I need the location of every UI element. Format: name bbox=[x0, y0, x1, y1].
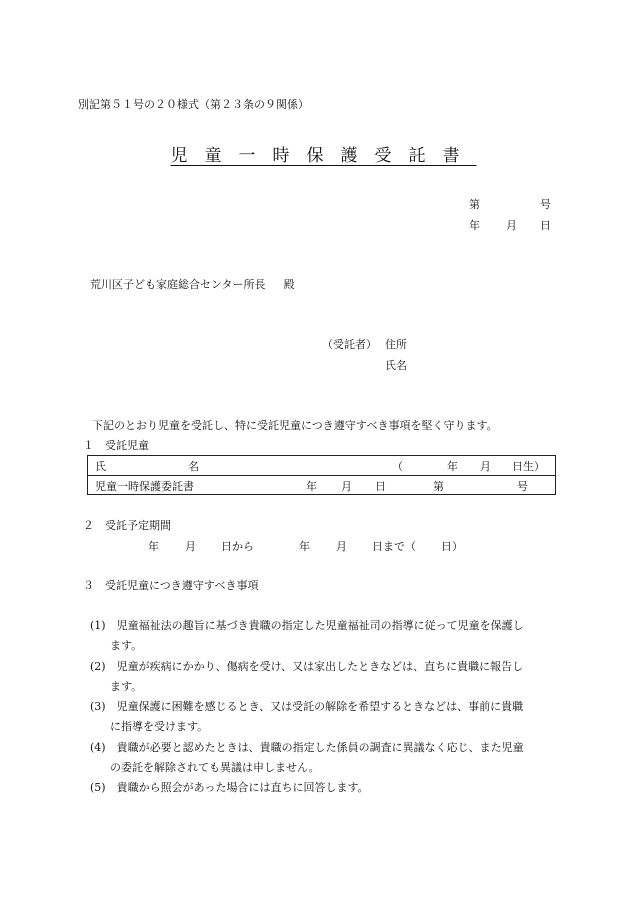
period-days: 日） bbox=[441, 540, 463, 553]
period-start-month: 月 bbox=[185, 540, 196, 553]
period-end-month: 月 bbox=[336, 540, 347, 553]
addressee-honorific: 殿 bbox=[283, 278, 295, 291]
child-name-label-2: 名 bbox=[188, 460, 199, 473]
commission-year-label: 年 bbox=[306, 480, 317, 493]
section1-heading: １ 受託児童 bbox=[83, 439, 149, 452]
document-date-year: 年 bbox=[469, 219, 480, 232]
rule-item-4-cont: の委託を解除されても異議は申しません。 bbox=[110, 761, 320, 774]
rule-item-2: (2) 児童が疾病にかかり、傷病を受け、又は家出したときなどは、直ちに貴職に報告し bbox=[90, 660, 524, 673]
section2-heading: ２ 受託予定期間 bbox=[83, 519, 171, 532]
period-end-day: 日まで（ bbox=[372, 540, 416, 553]
child-info-table bbox=[87, 455, 556, 495]
commission-doc-label: 児童一時保護委託書 bbox=[95, 480, 194, 493]
document-title-text: 児童一時保護受託書 bbox=[170, 146, 477, 166]
trustee-address-label: 住所 bbox=[385, 338, 407, 351]
intro-statement: 下記のとおり児童を受託し、特に受託児童につき遵守すべき事項を堅く守ります。 bbox=[92, 419, 498, 432]
rule-item-1-cont: ます。 bbox=[110, 639, 143, 652]
birth-month-label: 月 bbox=[480, 460, 491, 473]
form-number: 別記第５１号の２０様式（第２３条の９関係） bbox=[78, 98, 309, 111]
addressee bbox=[90, 279, 295, 290]
birth-open-paren: （ bbox=[392, 460, 403, 473]
table-row-divider bbox=[88, 475, 555, 476]
rule-item-5: (5) 貴職から照会があった場合には直ちに回答します。 bbox=[90, 781, 369, 794]
rule-item-3-cont: に指導を受けます。 bbox=[110, 720, 209, 733]
addressee-name: 荒川区子ども家庭総合センター所長 bbox=[90, 278, 266, 291]
rule-item-3: (3) 児童保護に困難を感じるとき、又は受託の解除を希望するときなどは、事前に貴職 bbox=[90, 700, 524, 713]
document-number-dai: 第 bbox=[469, 198, 480, 211]
birth-year-label: 年 bbox=[447, 460, 458, 473]
rule-item-2-cont: ます。 bbox=[110, 680, 143, 693]
rule-item-1: (1) 児童福祉法の趣旨に基づき貴職の指定した児童福祉司の指導に従って児童を保護し bbox=[90, 619, 524, 632]
commission-go-label: 号 bbox=[517, 480, 528, 493]
period-start-year: 年 bbox=[148, 540, 159, 553]
child-name-label-1: 氏 bbox=[95, 460, 106, 473]
commission-month-label: 月 bbox=[341, 480, 352, 493]
trustee-label: （受託者） bbox=[322, 338, 377, 351]
document-number-go: 号 bbox=[540, 198, 551, 211]
document-title bbox=[0, 148, 630, 165]
document-date-day: 日 bbox=[540, 219, 551, 232]
period-start-day: 日から bbox=[221, 540, 254, 553]
rule-item-4: (4) 貴職が必要と認めたときは、貴職の指定した係員の調査に異議なく応じ、また児童 bbox=[90, 741, 524, 754]
commission-dai-label: 第 bbox=[433, 480, 444, 493]
commission-day-label: 日 bbox=[375, 480, 386, 493]
section3-heading: ３ 受託児童につき遵守すべき事項 bbox=[83, 579, 259, 592]
birth-day-label: 日生） bbox=[512, 460, 545, 473]
document-date-month: 月 bbox=[506, 219, 517, 232]
period-end-year: 年 bbox=[299, 540, 310, 553]
trustee-name-label: 氏名 bbox=[385, 359, 407, 372]
